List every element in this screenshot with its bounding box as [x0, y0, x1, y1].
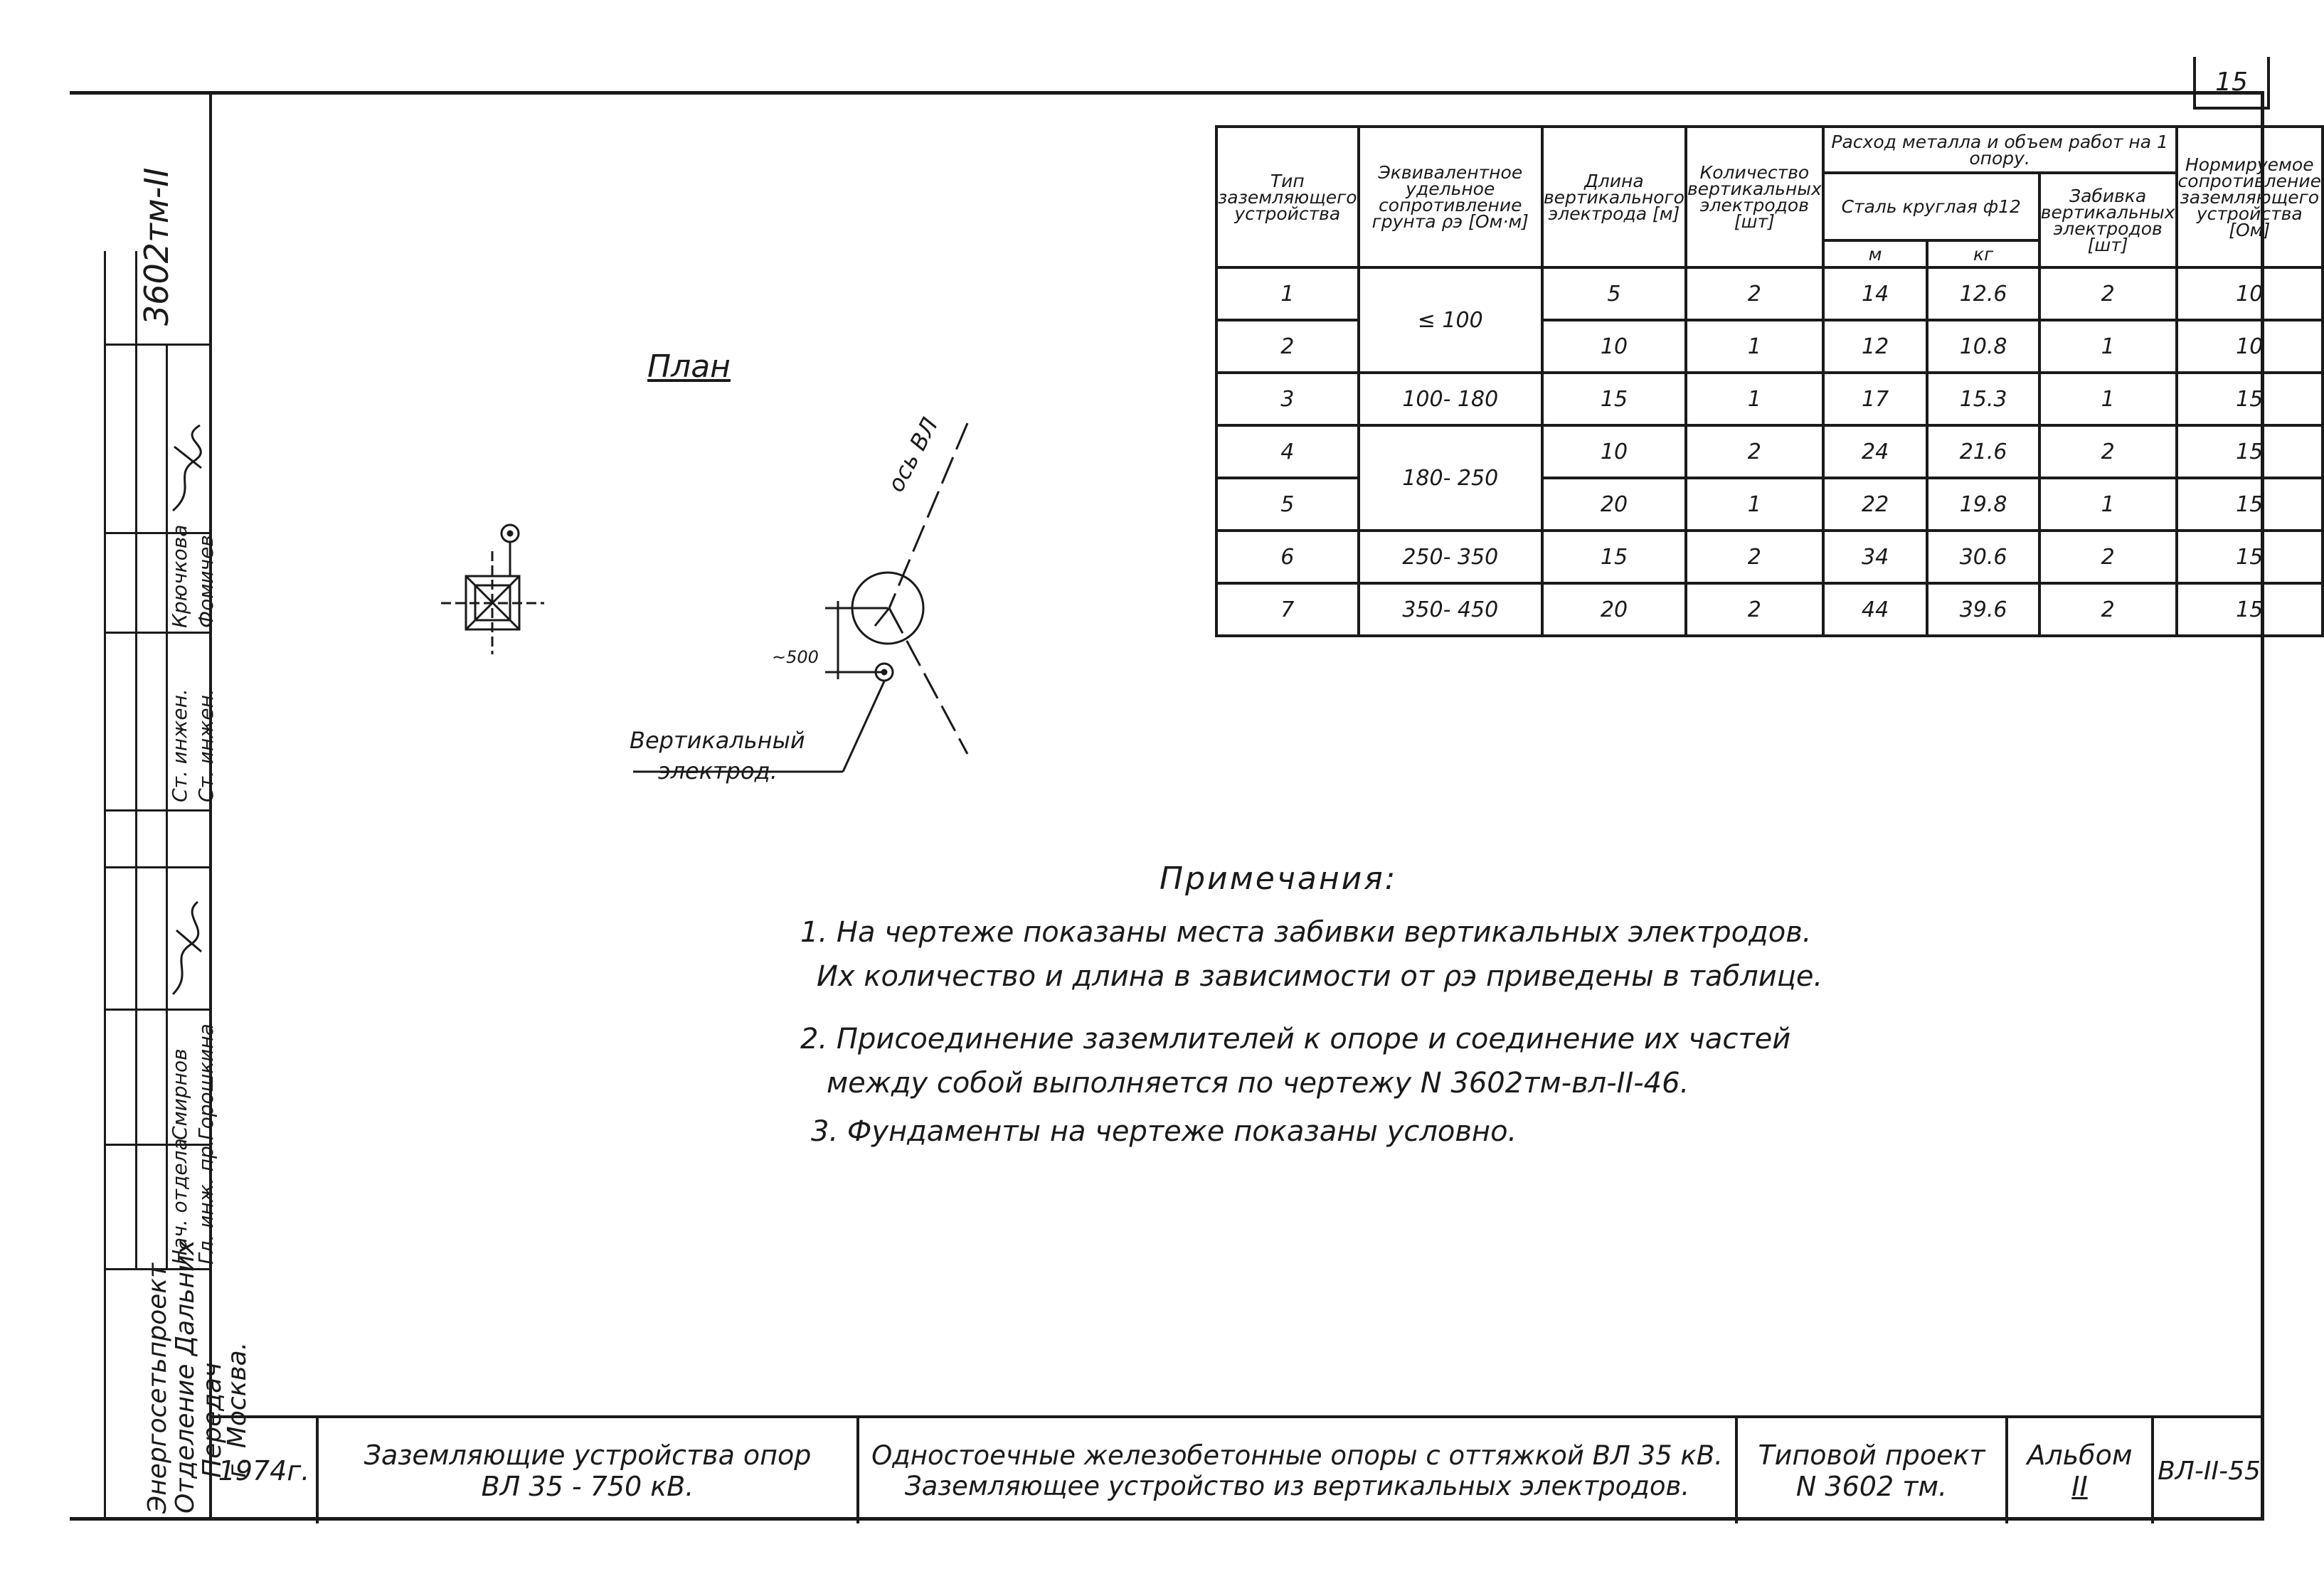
- cell-norm: 10: [2177, 320, 2323, 373]
- table-row: [1216, 373, 2323, 425]
- cell-kg: 21.6: [1927, 425, 2039, 478]
- tb-album: [2008, 1418, 2154, 1523]
- cell-m: 24: [1823, 425, 1928, 478]
- tb-drawing-line-2: Заземляющее устройство из вертикальных электродов.: [904, 1471, 1690, 1501]
- cell-m: 12: [1823, 320, 1928, 373]
- cell-type: 4: [1216, 425, 1359, 478]
- tb-year-text: 1974г.: [218, 1455, 310, 1486]
- cell-norm: 15: [2177, 531, 2323, 583]
- cell-norm: 15: [2177, 478, 2323, 531]
- cell-type: 5: [1216, 478, 1359, 531]
- title-block: [212, 1415, 2264, 1523]
- dimension-label: ~500: [772, 647, 819, 667]
- cell-driving: 2: [2039, 425, 2177, 478]
- page-number: 15: [2193, 57, 2270, 110]
- cell-m: 17: [1823, 373, 1928, 425]
- signature-1: [166, 888, 208, 1001]
- note-line-2: Их количество и длина в зависимости от ρэ приведены в таблице.: [817, 960, 1823, 993]
- tb-subject-line-2: ВЛ 35 - 750 кВ.: [481, 1471, 694, 1502]
- cell-driving: 2: [2039, 583, 2177, 636]
- stamp-name-3: Крючкова: [168, 524, 191, 628]
- cell-resistivity: 100- 180: [1359, 373, 1542, 425]
- stamp-name-1: Смирнов: [168, 1048, 191, 1140]
- tb-project-line-1: Типовой проект: [1758, 1440, 1985, 1471]
- tb-project: [1738, 1418, 2008, 1523]
- stamp-role-2: Гл. инж. пр.: [194, 1139, 218, 1265]
- cell-length: 20: [1542, 583, 1686, 636]
- tb-project-line-2: N 3602 тм.: [1795, 1471, 1948, 1502]
- stamp-doc-code: 3602тм-II: [137, 167, 176, 326]
- cell-kg: 12.6: [1927, 267, 2039, 320]
- cell-length: 10: [1542, 320, 1686, 373]
- cell-kg: 19.8: [1927, 478, 2039, 531]
- tb-year: [212, 1418, 319, 1523]
- tb-album-line-1: Альбом: [2027, 1440, 2133, 1471]
- note-line-3: 2. Присоединение заземлителей к опоре и соединение их частей: [800, 1023, 1791, 1055]
- cell-count: 2: [1686, 425, 1823, 478]
- tb-drawing-title: [859, 1418, 1738, 1523]
- cell-driving: 1: [2039, 373, 2177, 425]
- stamp-org-3: Передач: [198, 1362, 227, 1478]
- note-line-4: между собой выполняется по чертежу N 3602тм-вл-II-46.: [827, 1067, 1689, 1100]
- tb-subject-line-1: Заземляющие устройства опор: [364, 1440, 812, 1471]
- cell-type: 1: [1216, 267, 1359, 320]
- stamp-name-4: Фомичев: [194, 535, 218, 628]
- plan-title: План: [647, 349, 731, 385]
- electrode-label-2: электрод.: [658, 757, 778, 784]
- stamp-role-3: Ст. инжен.: [168, 688, 191, 802]
- cell-m: 22: [1823, 478, 1928, 531]
- notes-title: Примечания:: [1160, 861, 1398, 897]
- tb-sheet-text: ВЛ-II-55: [2158, 1456, 2261, 1486]
- cell-count: 1: [1686, 373, 1823, 425]
- header-kg: кг: [1927, 240, 2039, 267]
- cell-count: 2: [1686, 267, 1823, 320]
- cell-type: 3: [1216, 373, 1359, 425]
- header-norm: Нормируемое сопротивление заземляющего устройства [Ом]: [2177, 127, 2323, 267]
- cell-count: 1: [1686, 478, 1823, 531]
- cell-count: 2: [1686, 583, 1823, 636]
- header-count: Количество вертикальных электродов [шт]: [1686, 127, 1823, 267]
- axis-label: ось ВЛ: [882, 413, 944, 496]
- cell-kg: 30.6: [1927, 531, 2039, 583]
- cell-driving: 1: [2039, 320, 2177, 373]
- cell-norm: 15: [2177, 583, 2323, 636]
- cell-driving: 2: [2039, 267, 2177, 320]
- stamp-org-2: Отделение Дальних: [171, 1240, 200, 1513]
- header-resistivity: Эквивалентное удельное сопротивление грунта ρэ [Ом·м]: [1359, 127, 1542, 267]
- tb-album-line-2: II: [2071, 1471, 2088, 1502]
- header-consumption: Расход металла и объем работ на 1 опору.: [1823, 127, 2177, 173]
- cell-kg: 10.8: [1927, 320, 2039, 373]
- header-m: м: [1823, 240, 1928, 267]
- left-stamp: [70, 91, 252, 1521]
- cell-resistivity: 250- 350: [1359, 531, 1542, 583]
- header-driving: Забивка вертикальных электродов [шт]: [2039, 173, 2177, 267]
- cell-count: 2: [1686, 531, 1823, 583]
- stamp-org-4: г. Москва.: [223, 1341, 252, 1478]
- cell-type: 6: [1216, 531, 1359, 583]
- cell-length: 20: [1542, 478, 1686, 531]
- cell-norm: 15: [2177, 425, 2323, 478]
- cell-resistivity: ≤ 100: [1359, 267, 1542, 373]
- cell-m: 34: [1823, 531, 1928, 583]
- stamp-role-4: Ст. инжен.: [194, 688, 218, 802]
- foundation-symbol: [441, 525, 544, 654]
- table-row: [1216, 531, 2323, 583]
- cell-kg: 15.3: [1927, 373, 2039, 425]
- header-length: Длина вертикального электрода [м]: [1542, 127, 1686, 267]
- tb-subject: [319, 1418, 859, 1523]
- pole-symbol: [633, 423, 967, 772]
- cell-m: 14: [1823, 267, 1928, 320]
- cell-length: 15: [1542, 531, 1686, 583]
- grounding-table: [1215, 125, 2324, 637]
- tb-sheet: [2154, 1418, 2264, 1523]
- stamp-name-2: Горошкина: [194, 1023, 218, 1140]
- cell-length: 15: [1542, 373, 1686, 425]
- cell-resistivity: 350- 450: [1359, 583, 1542, 636]
- header-steel: Сталь круглая ф12: [1823, 173, 2039, 240]
- electrode-label-1: Вертикальный: [630, 727, 805, 754]
- table-row: [1216, 425, 2323, 478]
- cell-driving: 1: [2039, 478, 2177, 531]
- header-type: Тип заземляющего устройства: [1216, 127, 1359, 267]
- stamp-role-1: Нач. отдела: [168, 1138, 191, 1265]
- cell-kg: 39.6: [1927, 583, 2039, 636]
- cell-type: 2: [1216, 320, 1359, 373]
- cell-count: 1: [1686, 320, 1823, 373]
- cell-m: 44: [1823, 583, 1928, 636]
- cell-driving: 2: [2039, 531, 2177, 583]
- note-line-1: 1. На чертеже показаны места забивки вертикальных электродов.: [800, 916, 1812, 949]
- stamp-org-1: Энергосетьпроект: [143, 1262, 172, 1513]
- tb-drawing-line-1: Одностоечные железобетонные опоры с оттяжкой ВЛ 35 кВ.: [871, 1440, 1723, 1471]
- cell-norm: 15: [2177, 373, 2323, 425]
- cell-norm: 10: [2177, 267, 2323, 320]
- note-line-5: 3. Фундаменты на чертеже показаны условно.: [811, 1115, 1517, 1148]
- table-row: [1216, 583, 2323, 636]
- table-row: [1216, 267, 2323, 320]
- signature-2: [166, 418, 208, 518]
- cell-resistivity: 180- 250: [1359, 425, 1542, 531]
- cell-length: 5: [1542, 267, 1686, 320]
- cell-length: 10: [1542, 425, 1686, 478]
- cell-type: 7: [1216, 583, 1359, 636]
